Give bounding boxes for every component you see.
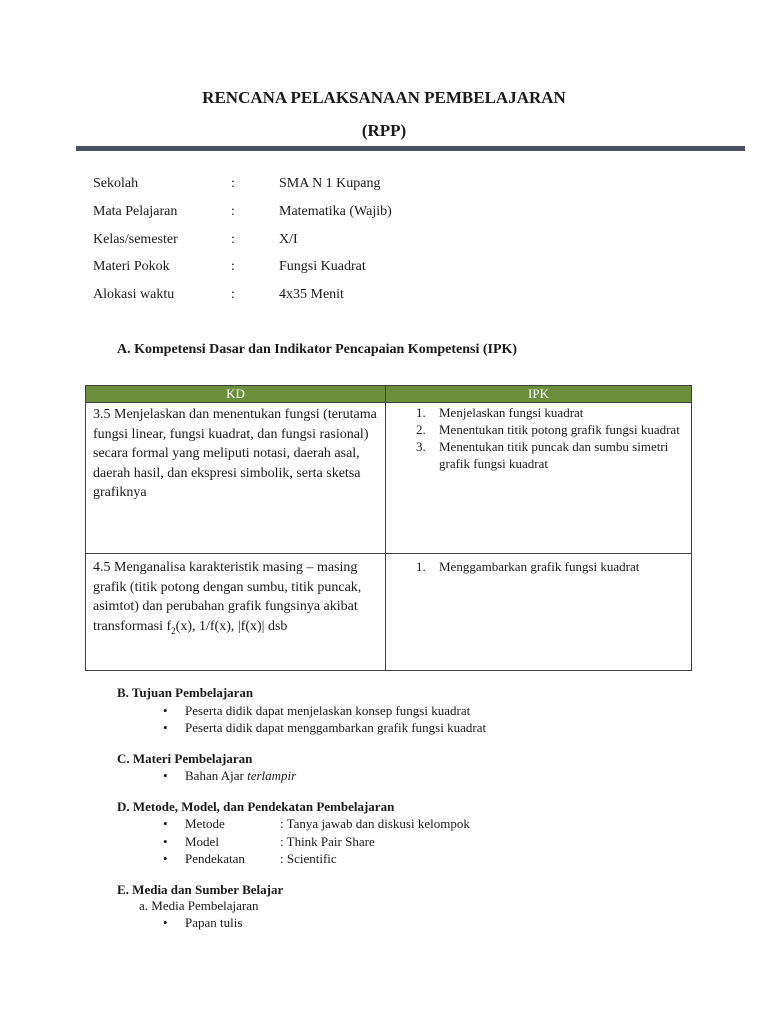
identity-value: SMA N 1 Kupang	[279, 176, 381, 191]
identity-label: Materi Pokok	[93, 259, 170, 274]
list-item: 2. Menentukan titik potong grafik fungsi kuadrat	[416, 422, 680, 437]
section-a-heading: A. Kompetensi Dasar dan Indikator Pencapaian Kompetensi (IPK)	[117, 342, 518, 357]
section-d-heading: D. Metode, Model, dan Pendekatan Pembelajaran	[117, 799, 395, 814]
list-item: 3. Menentukan titik puncak dan sumbu simetri grafik fungsi kuadrat	[416, 439, 669, 471]
table-header-ipk: IPK	[386, 386, 692, 403]
section-c-heading: C. Materi Pembelajaran	[117, 751, 253, 766]
ipk-cell	[386, 554, 692, 671]
kd-text: 4.5 Menganalisa karakteristik masing – masing grafik (titik potong dengan sumbu, titik puncak, asimtot) dan perubahan grafik fungsinya akibat transformasi $f_2(x)$, 1/f(x), |f(x)| dsb	[93, 560, 362, 636]
kd-cell	[86, 403, 386, 554]
media-subheading: a. Media Pembelajaran	[139, 898, 259, 913]
table-header-kd: KD	[86, 386, 386, 403]
document-subtitle: (RPP)	[361, 121, 407, 140]
identity-label: Sekolah	[93, 176, 139, 191]
kd-ipk-table	[85, 385, 692, 671]
header-rule	[76, 146, 745, 151]
identity-colon: :	[231, 287, 235, 302]
identity-value: Matematika (Wajib)	[279, 204, 392, 219]
document-page: RENCANA PELAKSANAAN PEMBELAJARAN (RPP) Sekolah : SMA N 1 Kupang Mata Pelajaran : Matematika (Wajib) Kelas/semester : X/I Materi Pokok : Fungsi Kuadrat Alokasi waktu : 4x35 Menit A. Kompetensi Dasar dan Indikator Pencapaian Kompetensi (IPK) KD IPK 3.5 Menjelaskan dan menentukan fungsi (terutama fungsi linear, fungsi kuadrat, dan fungsi rasional) secara formal yang meliputi notasi, daerah asal, daerah hasil, dan ekspresi simbolik, serta sketsa grafiknya 1. Menjelaskan fungsi kuadrat 2. Menentukan titik potong grafik fungsi kuadrat 3. Menentukan titik puncak dan sumbu simetri grafik fungsi kuadrat 4.5 Menganalisa karakteristik masing – masing grafik (titik potong dengan sumbu, titik puncak, asimtot) dan perubahan grafik fungsinya akibat transformasi $f_2(x)$, 1/f(x), |f(x)| dsb 1. Menggambarkan grafik fungsi kuadrat B. Tujuan Pembelajaran • Peserta didik dapat menjelaskan konsep fungsi kuadrat • Peserta didik dapat menggambarkan grafik fungsi kuadrat C. Materi Pembelajaran • Bahan Ajar terlampir D. Metode, Model, dan Pendekatan Pembelajaran • Metode : Tanya jawab dan diskusi kelompok • Model : Think Pair Share • Pendekatan : Scientific E. Media dan Sumber Belajar a. Media Pembelajaran • Papan tulis	[0, 0, 768, 1024]
ipk-list	[386, 554, 691, 575]
document-title: RENCANA PELAKSANAAN PEMBELAJARAN	[202, 88, 566, 107]
kd-cell	[86, 554, 386, 671]
identity-colon: :	[231, 176, 235, 191]
identity-label: Kelas/semester	[93, 232, 178, 247]
identity-colon: :	[231, 232, 235, 247]
identity-colon: :	[231, 259, 235, 274]
list-item: 1. Menjelaskan fungsi kuadrat	[416, 405, 584, 420]
list-item: 1. Menggambarkan grafik fungsi kuadrat	[416, 559, 640, 574]
kd-text: 3.5 Menjelaskan dan menentukan fungsi (terutama fungsi linear, fungsi kuadrat, dan fungsi rasional) secara formal yang meliputi notasi, daerah asal, daerah hasil, dan ekspresi simbolik, serta sketsa grafiknya	[93, 407, 377, 500]
ipk-list	[386, 403, 691, 472]
identity-value: 4x35 Menit	[279, 287, 344, 302]
table-row	[86, 403, 692, 554]
identity-label: Mata Pelajaran	[93, 204, 178, 219]
identity-value: Fungsi Kuadrat	[279, 259, 366, 274]
ipk-cell	[386, 403, 692, 554]
identity-colon: :	[231, 204, 235, 219]
table-row	[86, 554, 692, 671]
identity-label: Alokasi waktu	[93, 287, 175, 302]
identity-value: X/I	[279, 232, 298, 247]
section-e-heading: E. Media dan Sumber Belajar	[117, 882, 284, 897]
section-b-heading: B. Tujuan Pembelajaran	[117, 685, 254, 700]
